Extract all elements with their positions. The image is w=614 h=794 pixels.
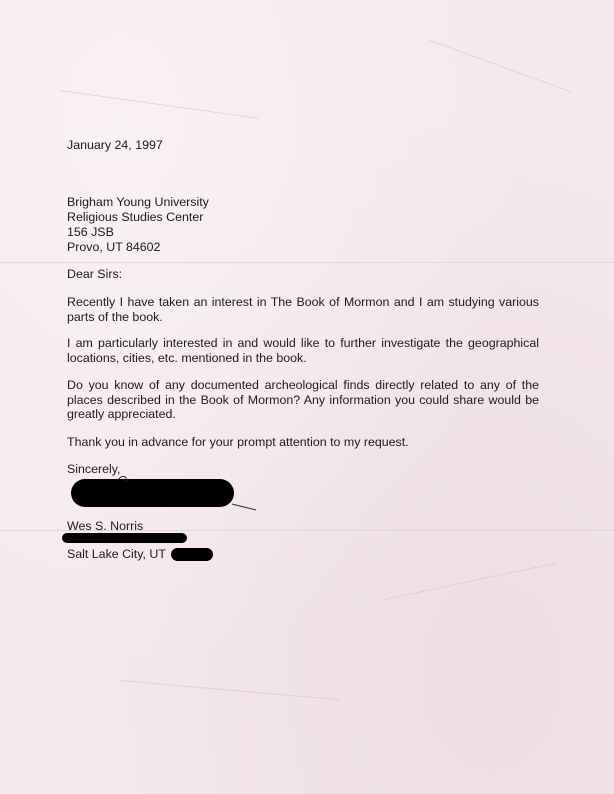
body-paragraph: Do you know of any documented archeological finds directly related to any of the places described in the Book of Mormon? Any information you could share would be greatly appreciated. xyxy=(67,378,539,422)
paper-fold-line xyxy=(0,262,614,264)
body-paragraph: Thank you in advance for your prompt attention to my request. xyxy=(67,435,409,449)
paper-crease xyxy=(430,40,571,92)
signature-stroke xyxy=(112,470,262,518)
signer-name: Wes S. Norris xyxy=(67,519,144,533)
paper-crease xyxy=(120,680,339,700)
signer-city: Salt Lake City, UT xyxy=(67,547,166,561)
recipient-line: Provo, UT 84602 xyxy=(67,240,161,254)
salutation: Dear Sirs: xyxy=(67,267,123,281)
zip-redaction xyxy=(171,548,213,561)
recipient-line: Religious Studies Center xyxy=(67,210,204,224)
closing: Sincerely, xyxy=(67,462,121,476)
letter-date: January 24, 1997 xyxy=(67,138,163,152)
body-paragraph: I am particularly interested in and would like to further investigate the geographical locations, cities, etc. mentioned in the book. xyxy=(67,336,539,365)
paper-crease xyxy=(380,563,556,601)
recipient-line: Brigham Young University xyxy=(67,195,209,209)
recipient-line: 156 JSB xyxy=(67,225,114,239)
address-redaction xyxy=(62,533,187,543)
body-paragraph: Recently I have taken an interest in The Book of Mormon and I am studying various parts of the book. xyxy=(67,295,539,324)
paper-crease xyxy=(60,90,258,119)
